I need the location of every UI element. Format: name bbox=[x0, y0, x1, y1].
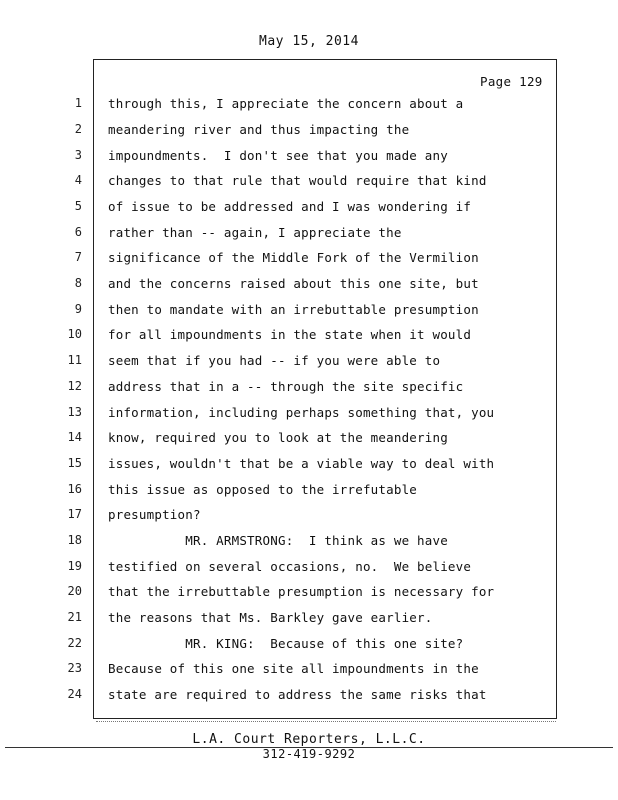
line-number: 11 bbox=[67, 353, 82, 367]
line-number: 9 bbox=[74, 302, 82, 316]
line-number: 22 bbox=[67, 636, 82, 650]
transcript-line: MR. ARMSTRONG: I think as we have bbox=[108, 533, 448, 548]
page-number: Page 129 bbox=[480, 74, 543, 89]
line-number: 19 bbox=[67, 559, 82, 573]
line-number: 5 bbox=[74, 199, 82, 213]
transcript-date: May 15, 2014 bbox=[259, 34, 359, 49]
transcript-line: seem that if you had -- if you were able to bbox=[108, 353, 441, 368]
transcript-line: address that in a -- through the site specific bbox=[108, 379, 464, 394]
transcript-line: Because of this one site all impoundments in the bbox=[108, 661, 479, 676]
line-number: 18 bbox=[67, 533, 82, 547]
transcript-line: presumption? bbox=[108, 507, 201, 522]
transcript-line: information, including perhaps something that, you bbox=[108, 405, 495, 420]
transcript-line: changes to that rule that would require that kind bbox=[108, 173, 487, 188]
transcript-line: this issue as opposed to the irrefutable bbox=[108, 482, 418, 497]
line-number: 24 bbox=[67, 687, 82, 701]
line-number: 1 bbox=[74, 96, 82, 110]
line-number: 2 bbox=[74, 122, 82, 136]
frame-bottom-noise-line bbox=[96, 721, 556, 722]
line-number: 3 bbox=[74, 148, 82, 162]
line-number: 12 bbox=[67, 379, 82, 393]
line-number: 14 bbox=[67, 430, 82, 444]
transcript-line: for all impoundments in the state when it would bbox=[108, 327, 472, 342]
line-number: 23 bbox=[67, 661, 82, 675]
transcript-line: MR. KING: Because of this one site? bbox=[108, 636, 464, 651]
transcript-line: significance of the Middle Fork of the Vermilion bbox=[108, 250, 479, 265]
footer-phone: 312-419-9292 bbox=[262, 747, 356, 761]
line-number: 20 bbox=[67, 584, 82, 598]
line-number: 16 bbox=[67, 482, 82, 496]
line-number: 15 bbox=[67, 456, 82, 470]
transcript-line: state are required to address the same risks that bbox=[108, 687, 487, 702]
transcript-line: that the irrebuttable presumption is necessary for bbox=[108, 584, 495, 599]
line-number: 6 bbox=[74, 225, 82, 239]
transcript-line: testified on several occasions, no. We believe bbox=[108, 559, 472, 574]
transcript-line: impoundments. I don't see that you made any bbox=[108, 148, 448, 163]
transcript-line: through this, I appreciate the concern about a bbox=[108, 96, 464, 111]
line-number: 8 bbox=[74, 276, 82, 290]
line-number: 4 bbox=[74, 173, 82, 187]
transcript-line: and the concerns raised about this one site, but bbox=[108, 276, 479, 291]
line-number: 7 bbox=[74, 250, 82, 264]
line-number: 21 bbox=[67, 610, 82, 624]
line-number: 17 bbox=[67, 507, 82, 521]
transcript-line: rather than -- again, I appreciate the bbox=[108, 225, 402, 240]
transcript-line: of issue to be addressed and I was wondering if bbox=[108, 199, 472, 214]
transcript-line: meandering river and thus impacting the bbox=[108, 122, 410, 137]
line-number: 10 bbox=[67, 327, 82, 341]
transcript-line: the reasons that Ms. Barkley gave earlier. bbox=[108, 610, 433, 625]
transcript-line: issues, wouldn't that be a viable way to deal with bbox=[108, 456, 495, 471]
transcript-line: know, required you to look at the meandering bbox=[108, 430, 448, 445]
line-number: 13 bbox=[67, 405, 82, 419]
transcript-line: then to mandate with an irrebuttable presumption bbox=[108, 302, 479, 317]
footer-company: L.A. Court Reporters, L.L.C. bbox=[192, 732, 426, 747]
